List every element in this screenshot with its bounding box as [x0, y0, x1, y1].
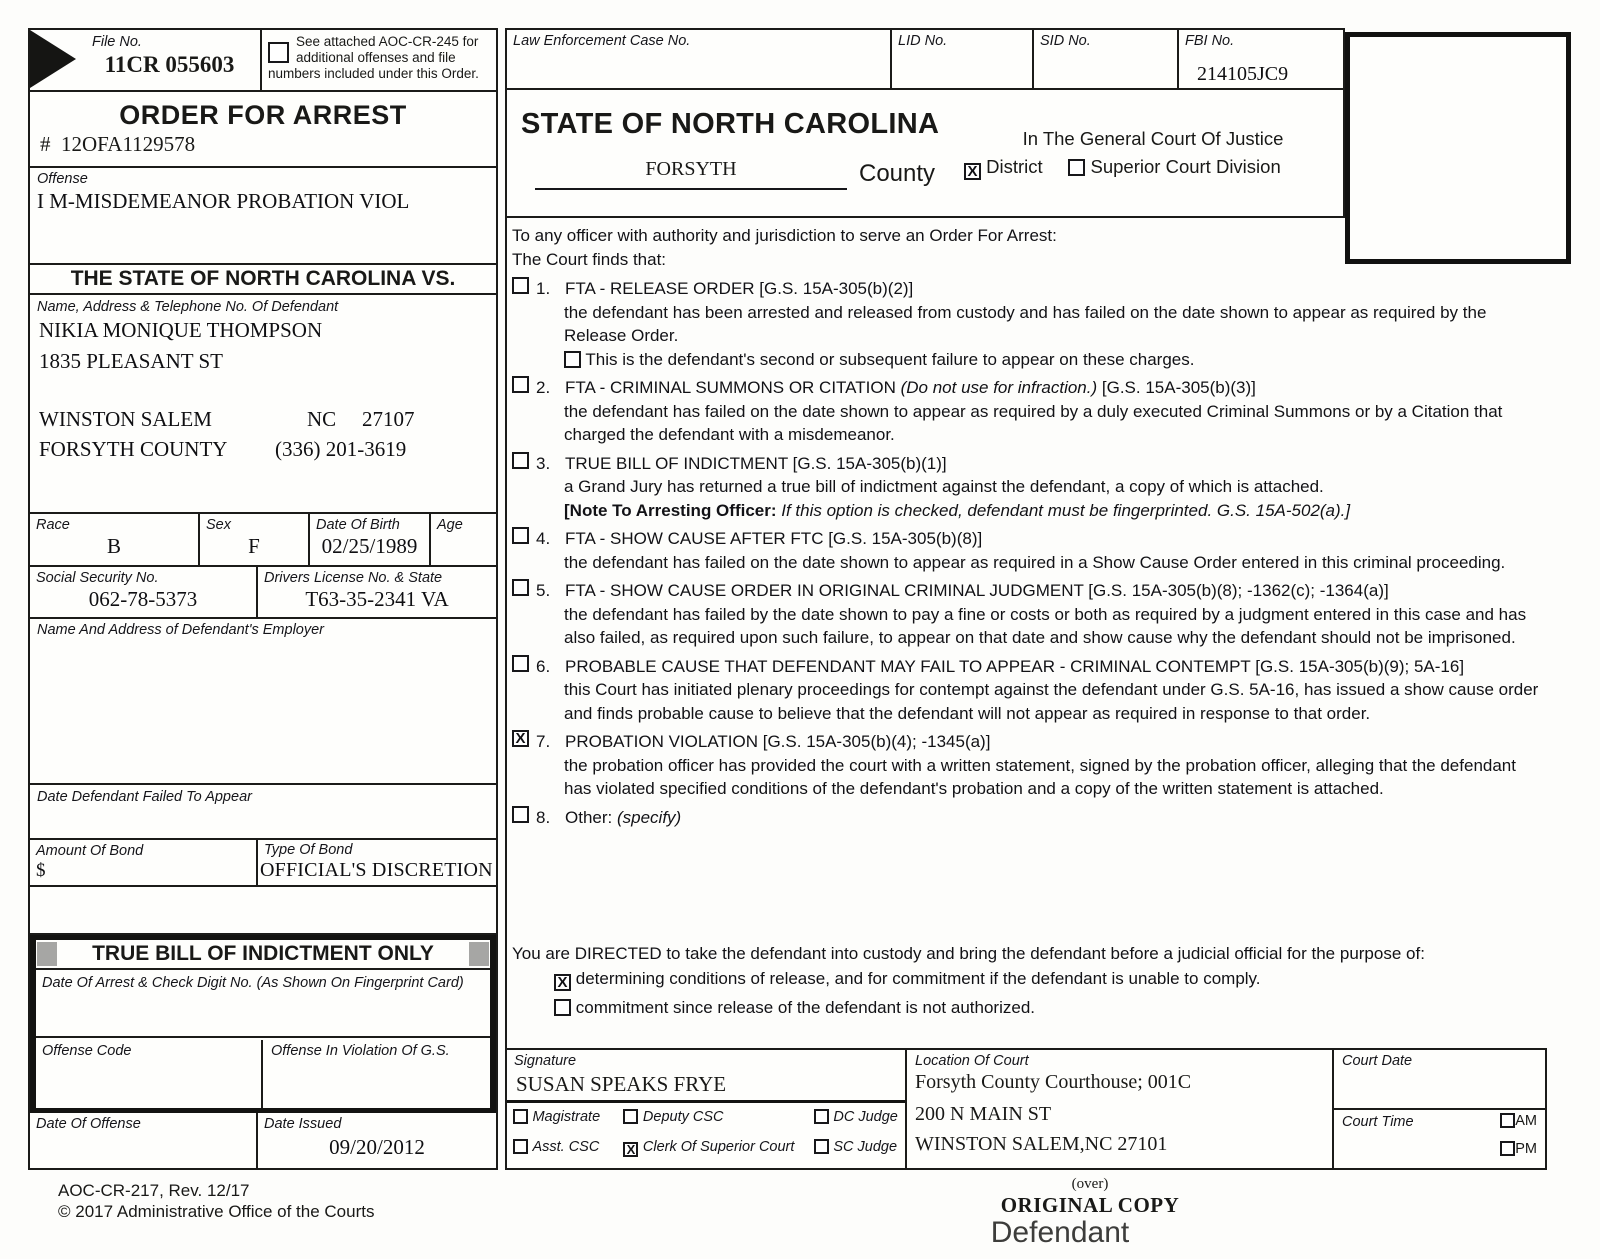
- finding-3-note-italic: If this option is checked, defendant must be fingerprinted. G.S. 15A-502(a).]: [776, 500, 1351, 520]
- order-number: [40, 132, 195, 157]
- finding-3-checkbox[interactable]: [512, 452, 529, 469]
- finding-1-checkbox[interactable]: [512, 277, 529, 294]
- offense-row: [30, 168, 496, 265]
- law-case-cell: [507, 30, 892, 88]
- bond-type-label: Type Of Bond: [264, 842, 353, 858]
- superior-checkbox[interactable]: [1068, 159, 1085, 176]
- date-issued-cell: [258, 1113, 496, 1168]
- directive-intro-2: The Court finds that:: [512, 249, 667, 269]
- finding-7-num: 7.: [536, 732, 551, 751]
- finding-3-note-bold: [Note To Arresting Officer:: [564, 500, 777, 520]
- date-issued-value: 09/20/2012: [329, 1135, 425, 1159]
- form-copyright: © 2017 Administrative Office of the Courts: [58, 1202, 375, 1221]
- ssn-value: 062-78-5373: [88, 587, 198, 611]
- role-deputy-csc-label: Deputy CSC: [642, 1109, 724, 1125]
- am-checkbox[interactable]: [1500, 1113, 1515, 1128]
- location-line-3: WINSTON SALEM,NC 27101: [915, 1133, 1168, 1155]
- date-of-offense-cell: [30, 1113, 258, 1168]
- order-number-value: 12OFA1129578: [61, 132, 196, 156]
- finding-8-checkbox[interactable]: [512, 806, 529, 823]
- bond-row: [30, 840, 496, 887]
- fta-date-label: Date Defendant Failed To Appear: [37, 789, 252, 805]
- finding-7-body: the probation officer has provided the court with a written statement, signed by the probation officer, alleging that the defendant has violated specified conditions of the defendant's probation and a copy of the written statement is attached.: [564, 755, 1516, 798]
- ssn-cell: [30, 567, 258, 617]
- file-no-cell: [30, 30, 262, 90]
- finding-4-num: 4.: [536, 529, 551, 548]
- over-note: (over): [1071, 1176, 1109, 1192]
- court-time-cell: [1334, 1110, 1545, 1168]
- finding-7-title: PROBATION VIOLATION [G.S. 15A-305(b)(4); -1345(a)]: [565, 732, 991, 751]
- finding-6-checkbox[interactable]: [512, 655, 529, 672]
- defendant-name: NIKIA MONIQUE THOMPSON: [39, 318, 323, 342]
- county-word: County: [859, 160, 936, 187]
- court-of-justice: In The General Court Of Justice: [1022, 128, 1284, 149]
- bond-amount-prefix: $: [36, 860, 46, 881]
- finding-5-title: FTA - SHOW CAUSE ORDER IN ORIGINAL CRIMINAL JUDGMENT [G.S. 15A-305(b)(8); -1362(c); -1364(a)]: [565, 581, 1389, 600]
- finding-6: [512, 655, 1543, 726]
- role-magistrate-label: Magistrate: [532, 1109, 601, 1125]
- location-line-2: 200 N MAIN ST: [915, 1103, 1052, 1125]
- state-header-box: [505, 90, 1345, 218]
- pm-option: [1500, 1141, 1537, 1157]
- signature-label: Signature: [514, 1053, 577, 1069]
- sex-cell: [200, 514, 310, 565]
- finding-3-title: TRUE BILL OF INDICTMENT [G.S. 15A-305(b)(1)]: [565, 453, 947, 473]
- finding-2-num: 2.: [536, 378, 551, 397]
- race-value: B: [106, 534, 121, 558]
- finding-1-sub-label: This is the defendant's second or subsequent failure to appear on these charges.: [585, 349, 1195, 369]
- defendant-zip: 27107: [362, 407, 415, 431]
- location-line-1: Forsyth County Courthouse; 001C: [915, 1071, 1192, 1093]
- law-case-label: Law Enforcement Case No.: [513, 33, 691, 49]
- finding-3-body: a Grand Jury has returned a true bill of indictment against the defendant, a copy of which is attached.: [564, 477, 1324, 496]
- true-bill-header: [36, 940, 490, 970]
- age-label: Age: [437, 517, 463, 533]
- blank-box: [30, 887, 496, 935]
- directed-line: You are DIRECTED to take the defendant into custody and bring the defendant before a judicial official for the purpose of:: [512, 944, 1425, 963]
- dob-label: Date Of Birth: [316, 517, 400, 533]
- court-date-time-cell: [1334, 1050, 1545, 1168]
- district-checkbox[interactable]: X: [964, 163, 981, 180]
- am-option: [1500, 1113, 1537, 1129]
- true-bill-box: [30, 935, 496, 1113]
- dob-cell: [310, 514, 431, 565]
- finding-5-checkbox[interactable]: [512, 579, 529, 596]
- defendant-phone: (336) 201-3619: [275, 437, 407, 461]
- employer-label: Name And Address of Defendant's Employer: [37, 622, 325, 638]
- finding-8-num: 8.: [536, 807, 551, 827]
- fbi-value: 214105JC9: [1197, 63, 1289, 85]
- true-bill-title: TRUE BILL OF INDICTMENT ONLY: [92, 942, 434, 965]
- dl-label: Drivers License No. & State: [264, 570, 443, 586]
- finding-6-body: this Court has initiated plenary proceedings for contempt against the defendant under G.S. 5A-16, has issued a show cause order and finds probable cause to believe that the defendant will not appear as required in response to that order.: [564, 680, 1539, 723]
- dl-cell: [258, 567, 496, 617]
- date-offense-row: [30, 1113, 496, 1168]
- state-title: STATE OF NORTH CAROLINA: [521, 108, 940, 140]
- directed-option-2-checkbox[interactable]: [554, 999, 571, 1016]
- court-date-label: Court Date: [1342, 1053, 1413, 1069]
- finding-2-body: the defendant has failed on the date shown to appear as required by a duly executed Criminal Summons or by a Citation that charged the defendant with a misdemeanor.: [564, 401, 1503, 444]
- role-deputy-csc-checkbox[interactable]: [623, 1109, 638, 1124]
- order-title-row: [30, 92, 496, 168]
- arrest-date-label: Date Of Arrest & Check Digit No. (As Shown On Fingerprint Card): [42, 975, 464, 991]
- defendant-state: NC: [307, 407, 337, 431]
- finding-4-checkbox[interactable]: [512, 527, 529, 544]
- finding-5: [512, 579, 1543, 650]
- arrow-marker-icon: [30, 30, 76, 88]
- superior-label: Superior Court Division: [1090, 156, 1281, 177]
- offense-label: Offense: [37, 171, 88, 187]
- ssn-label: Social Security No.: [36, 570, 159, 586]
- role-sc-judge-checkbox[interactable]: [814, 1139, 829, 1154]
- role-asst-csc-checkbox[interactable]: [513, 1139, 528, 1154]
- finding-2-title-italic: (Do not use for infraction.): [900, 378, 1098, 397]
- directive-intro-1: To any officer with authority and jurisdiction to serve an Order For Arrest:: [512, 226, 1057, 245]
- offense-gs-label: Offense In Violation Of G.S.: [271, 1043, 450, 1059]
- role-magistrate-checkbox[interactable]: [513, 1109, 528, 1124]
- ssn-dl-row: [30, 567, 496, 619]
- finding-4-title: FTA - SHOW CAUSE AFTER FTC [G.S. 15A-305(b)(8)]: [565, 529, 983, 548]
- offense-value: I M-MISDEMEANOR PROBATION VIOL: [37, 189, 410, 213]
- district-label: District: [986, 156, 1043, 177]
- spacer: [512, 834, 1543, 942]
- finding-2-title: FTA - CRIMINAL SUMMONS OR CITATION (Do not use for infraction.) [G.S. 15A-305(b)(3)]: [565, 378, 1256, 397]
- pm-label: PM: [1515, 1141, 1537, 1157]
- finding-5-num: 5.: [536, 581, 551, 600]
- age-cell: [431, 514, 496, 565]
- race-cell: [30, 514, 200, 565]
- finding-7-checkbox[interactable]: X: [512, 730, 529, 747]
- directed-option-1-checkbox[interactable]: X: [554, 974, 571, 991]
- file-no-value: 11CR 055603: [104, 52, 235, 77]
- race-sex-row: [30, 514, 496, 567]
- aoc-245-note: See attached AOC-CR-245 for additional offenses and file numbers included under this Order.: [268, 34, 479, 81]
- county-underline: [535, 158, 847, 190]
- pm-checkbox[interactable]: [1500, 1141, 1515, 1156]
- form-code: AOC-CR-217, Rev. 12/17: [58, 1181, 250, 1200]
- division-checkboxes: [962, 156, 1344, 180]
- state-vs-row: [30, 265, 496, 295]
- finding-6-num: 6.: [536, 656, 551, 676]
- finding-1-title: FTA - RELEASE ORDER [G.S. 15A-305(b)(2)]: [565, 279, 914, 298]
- offense-gs-cell: [265, 1040, 490, 1108]
- signature-table: [505, 1048, 1547, 1170]
- finding-4-body: the defendant has failed on the date shown to appear as required in a Show Cause Order entered in this criminal proceeding.: [564, 552, 1506, 572]
- directive-section: [505, 218, 1547, 1048]
- date-of-offense-label: Date Of Offense: [36, 1116, 141, 1132]
- signature-divider: [507, 1100, 905, 1103]
- copy-holder: Defendant: [990, 1216, 1130, 1249]
- offense-code-label: Offense Code: [42, 1043, 132, 1059]
- role-clerk-label: Clerk Of Superior Court: [642, 1139, 795, 1155]
- lid-label: LID No.: [898, 33, 948, 49]
- role-dc-judge-label: DC Judge: [833, 1109, 898, 1125]
- copy-type: ORIGINAL COPY: [1000, 1193, 1180, 1217]
- file-no-row: [30, 30, 496, 92]
- sex-value: F: [248, 534, 260, 558]
- finding-3-note: [512, 499, 1543, 523]
- arrest-date-cell: [36, 972, 490, 1038]
- role-dc-judge-checkbox[interactable]: [814, 1109, 829, 1124]
- defendant-address-row: [30, 295, 496, 514]
- role-row-1: [513, 1108, 898, 1126]
- finding-1: [512, 277, 1543, 371]
- finding-3-num: 3.: [536, 453, 551, 473]
- defendant-county: FORSYTH COUNTY: [39, 437, 228, 461]
- finding-2: [512, 376, 1543, 447]
- dob-value: 02/25/1989: [321, 534, 418, 558]
- finding-5-body: the defendant has failed by the date shown to pay a fine or costs or both as required by a judgment entered in this case and has also failed, as required upon such failure, to appear on that date and show cause why the defendant should not be imprisoned.: [564, 604, 1527, 647]
- directed-option-1: [512, 967, 1543, 991]
- finding-1-body: the defendant has been arrested and released from custody and has failed on the date shown to appear as required by the Release Order.: [564, 302, 1487, 345]
- signature-cell: [507, 1050, 907, 1168]
- sid-cell: [1034, 30, 1179, 88]
- court-date-cell: [1334, 1050, 1545, 1110]
- role-row-2: [513, 1138, 897, 1157]
- aoc-245-cell: [262, 30, 496, 90]
- defendant-name-label: Name, Address & Telephone No. Of Defendant: [37, 299, 339, 315]
- finding-2-title-suffix: [G.S. 15A-305(b)(3)]: [1101, 378, 1256, 397]
- fbi-cell: [1179, 30, 1343, 88]
- employer-row: [30, 619, 496, 785]
- fta-date-row: [30, 785, 496, 840]
- state-vs-title: THE STATE OF NORTH CAROLINA VS.: [70, 267, 456, 290]
- date-issued-label: Date Issued: [264, 1116, 342, 1132]
- signature-value: SUSAN SPEAKS FRYE: [516, 1072, 727, 1096]
- location-cell: [907, 1050, 1334, 1168]
- aoc-245-checkbox[interactable]: [268, 42, 289, 63]
- finding-3: [512, 452, 1543, 523]
- defendant-city: WINSTON SALEM: [39, 407, 212, 431]
- court-time-label: Court Time: [1342, 1114, 1414, 1130]
- finding-8-specify: (specify): [616, 807, 682, 827]
- finding-2-checkbox[interactable]: [512, 376, 529, 393]
- bond-type-value: OFFICIAL'S DISCRETION: [260, 859, 493, 881]
- am-label: AM: [1515, 1113, 1537, 1129]
- directed-option-2-label: commitment since release of the defendant is not authorized.: [575, 997, 1035, 1017]
- finding-1-num: 1.: [536, 279, 551, 298]
- finding-7: [512, 730, 1543, 801]
- finding-1-sub: [512, 348, 1543, 372]
- county-value: FORSYTH: [645, 158, 737, 180]
- finding-8-title: Other: (specify): [565, 807, 682, 827]
- finding-1-sub-checkbox[interactable]: [564, 351, 581, 368]
- role-clerk-checkbox[interactable]: X: [623, 1142, 638, 1157]
- race-label: Race: [36, 517, 70, 533]
- location-label: Location Of Court: [915, 1053, 1029, 1069]
- sid-label: SID No.: [1040, 33, 1091, 49]
- court-division-block: [962, 128, 1344, 180]
- directed-option-2: [512, 996, 1543, 1020]
- left-column: [28, 28, 498, 1170]
- dl-value: T63-35-2341 VA: [305, 587, 449, 611]
- directed-option-1-label: determining conditions of release, and for commitment if the defendant is unable to comply.: [575, 968, 1261, 988]
- form-title: ORDER FOR ARREST: [119, 100, 407, 130]
- offense-code-cell: [36, 1040, 263, 1108]
- bond-type-cell: [258, 840, 496, 885]
- sex-label: Sex: [206, 517, 231, 533]
- defendant-street: 1835 PLEASANT ST: [39, 349, 223, 373]
- order-number-prefix: #: [40, 132, 51, 156]
- bond-amount-label: Amount Of Bond: [36, 843, 144, 859]
- bond-amount-cell: [30, 840, 258, 885]
- finding-6-title: PROBABLE CAUSE THAT DEFENDANT MAY FAIL TO APPEAR - CRIMINAL CONTEMPT [G.S. 15A-305(b)(9); 5A-16]: [565, 656, 1465, 676]
- finding-4: [512, 527, 1543, 574]
- lid-cell: [892, 30, 1034, 88]
- finding-8: [512, 806, 1543, 830]
- role-sc-judge-label: SC Judge: [833, 1139, 898, 1155]
- file-no-label: File No.: [92, 34, 142, 50]
- case-numbers-row: [505, 28, 1345, 90]
- fbi-label: FBI No.: [1185, 33, 1235, 49]
- role-asst-csc-label: Asst. CSC: [532, 1139, 600, 1155]
